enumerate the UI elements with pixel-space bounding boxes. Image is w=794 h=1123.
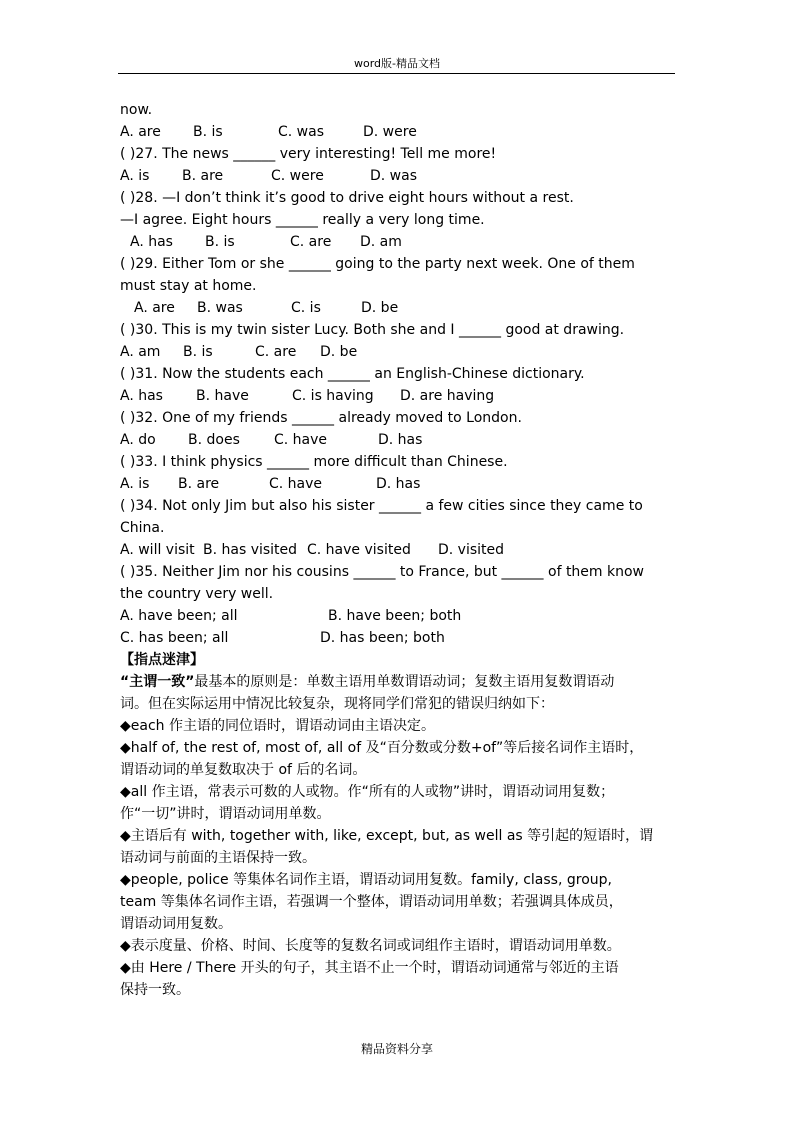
option-a: A. am bbox=[120, 344, 161, 360]
tip-bullet: ◆all 作主语，常表示可数的人或物。作“所有的人或物”讲时，谓语动词用复数； bbox=[120, 784, 615, 800]
option-b: B. was bbox=[197, 300, 243, 316]
option-c: C. is having bbox=[292, 388, 374, 404]
option-b: B. has visited bbox=[203, 542, 298, 558]
tip-bullet: ◆people, police 等集体名词作主语，谓语动词用复数。family, class, group, bbox=[120, 872, 612, 888]
tip-bullet: ◆由 Here / There 开头的句子，其主语不止一个时，谓语动词通常与邻近的主语 bbox=[120, 960, 619, 976]
tip-bullet-cont: 谓语动词的单复数取决于 of 后的名词。 bbox=[120, 762, 367, 778]
tip-bullet: ◆表示度量、价格、时间、长度等的复数名词或词组作主语时，谓语动词用单数。 bbox=[120, 938, 621, 954]
answer-options bbox=[120, 627, 680, 649]
option-d: D. visited bbox=[438, 542, 505, 558]
question-27: ( )27. The news ______ very interesting! Tell me more! bbox=[120, 146, 497, 162]
tips-paragraph-cont: 词。但在实际运用中情况比较复杂，现将同学们常犯的错误归纳如下： bbox=[120, 696, 554, 712]
option-a: A. have been; all bbox=[120, 608, 238, 624]
option-d: D. were bbox=[363, 124, 417, 140]
answer-options bbox=[120, 539, 680, 561]
tip-bullet-cont: team 等集体名词作主语，若强调一个整体，谓语动词用单数；若强调具体成员， bbox=[120, 894, 623, 910]
option-a: A. has bbox=[120, 388, 163, 404]
option-d: D. be bbox=[361, 300, 399, 316]
question-32: ( )32. One of my friends ______ already moved to London. bbox=[120, 410, 522, 426]
tip-bullet: ◆half of, the rest of, most of, all of 及“百分数或分数+of”等后接名词作主语时， bbox=[120, 740, 644, 756]
answer-options bbox=[120, 385, 680, 407]
option-b: B. is bbox=[183, 344, 213, 360]
question-28: ( )28. —I don’t think it’s good to drive eight hours without a rest. bbox=[120, 190, 574, 206]
question-31: ( )31. Now the students each ______ an English-Chinese dictionary. bbox=[120, 366, 585, 382]
tips-text: 最基本的原则是：单数主语用单数谓语动词；复数主语用复数谓语动 bbox=[194, 674, 615, 690]
page-footer: 精品资料分享 bbox=[360, 1042, 433, 1056]
option-c: C. was bbox=[278, 124, 324, 140]
question-text: China. bbox=[120, 520, 165, 536]
option-b: B. have been; both bbox=[328, 608, 462, 624]
header-divider bbox=[118, 73, 675, 74]
option-a: A. has bbox=[130, 234, 173, 250]
tips-paragraph bbox=[120, 671, 680, 693]
option-c: C. have visited bbox=[307, 542, 411, 558]
tip-bullet-cont: 谓语动词用复数。 bbox=[120, 916, 232, 932]
option-a: A. are bbox=[134, 300, 175, 316]
answer-options bbox=[120, 429, 680, 451]
tip-bullet: ◆主语后有 with, together with, like, except, but, as well as 等引起的短语时，谓 bbox=[120, 828, 654, 844]
option-b: B. is bbox=[193, 124, 223, 140]
option-b: B. does bbox=[188, 432, 240, 448]
option-b: B. are bbox=[182, 168, 224, 184]
answer-options bbox=[120, 165, 680, 187]
answer-options bbox=[120, 341, 680, 363]
question-33: ( )33. I think physics ______ more difficult than Chinese. bbox=[120, 454, 508, 470]
answer-options bbox=[120, 297, 680, 319]
document-body bbox=[120, 99, 680, 1001]
answer-options bbox=[120, 473, 680, 495]
tip-bullet: ◆each 作主语的同位语时，谓语动词由主语决定。 bbox=[120, 718, 435, 734]
option-a: A. is bbox=[120, 476, 150, 492]
answer-options bbox=[120, 121, 680, 143]
option-a: A. is bbox=[120, 168, 150, 184]
tips-keyword: “主谓一致” bbox=[120, 674, 195, 690]
option-d: D. has bbox=[376, 476, 421, 492]
option-c: C. has been; all bbox=[120, 630, 229, 646]
option-c: C. were bbox=[271, 168, 324, 184]
option-b: B. is bbox=[205, 234, 235, 250]
option-d: D. has been; both bbox=[320, 630, 445, 646]
question-34: ( )34. Not only Jim but also his sister ______ a few cities since they came to bbox=[120, 498, 643, 514]
question-text: now. bbox=[120, 102, 153, 118]
option-d: D. am bbox=[360, 234, 402, 250]
option-c: C. have bbox=[274, 432, 328, 448]
option-b: B. have bbox=[196, 388, 249, 404]
question-35: ( )35. Neither Jim nor his cousins ______ to France, but ______ of them know bbox=[120, 564, 645, 580]
option-d: D. are having bbox=[400, 388, 495, 404]
question-29: ( )29. Either Tom or she ______ going to the party next week. One of them bbox=[120, 256, 635, 272]
option-a: A. will visit bbox=[120, 542, 195, 558]
tips-title: 【指点迷津】 bbox=[120, 652, 204, 668]
option-c: C. are bbox=[290, 234, 332, 250]
question-text: must stay at home. bbox=[120, 278, 257, 294]
answer-options bbox=[120, 231, 680, 253]
question-text: —I agree. Eight hours ______ really a very long time. bbox=[120, 212, 485, 228]
page-header: word版-精品文档 bbox=[353, 57, 440, 70]
option-d: D. was bbox=[370, 168, 418, 184]
tip-bullet-cont: 语动词与前面的主语保持一致。 bbox=[120, 850, 316, 866]
option-b: B. are bbox=[178, 476, 220, 492]
tip-bullet-cont: 作“一切”讲时，谓语动词用单数。 bbox=[120, 806, 331, 822]
option-d: D. be bbox=[320, 344, 358, 360]
option-a: A. do bbox=[120, 432, 156, 448]
question-30: ( )30. This is my twin sister Lucy. Both she and I ______ good at drawing. bbox=[120, 322, 625, 338]
option-a: A. are bbox=[120, 124, 161, 140]
answer-options bbox=[120, 605, 680, 627]
option-c: C. is bbox=[291, 300, 321, 316]
option-c: C. are bbox=[255, 344, 297, 360]
question-text: the country very well. bbox=[120, 586, 274, 602]
tip-bullet-cont: 保持一致。 bbox=[120, 982, 190, 998]
option-c: C. have bbox=[269, 476, 323, 492]
option-d: D. has bbox=[378, 432, 423, 448]
